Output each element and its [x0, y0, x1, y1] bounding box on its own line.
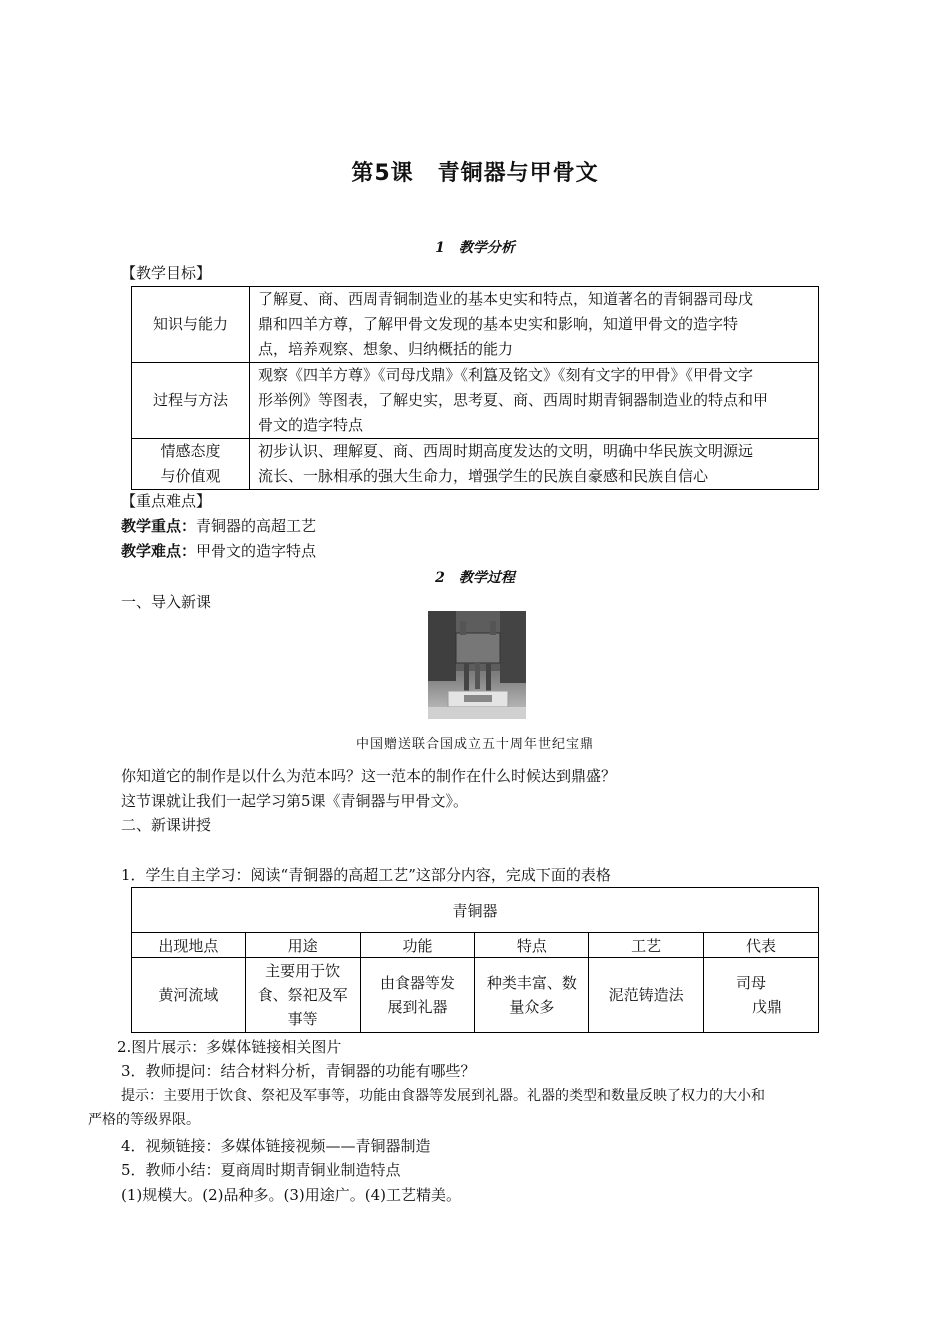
goal-key: 知识与能力 — [132, 287, 250, 363]
table-cell: 司母 戊鼎 — [704, 958, 819, 1033]
header-cell: 用途 — [245, 933, 360, 958]
step-2: 2.图片展示：多媒体链接相关图片 — [117, 1038, 342, 1056]
table-cell: 泥范铸造法 — [589, 958, 704, 1033]
ding-illustration — [428, 611, 526, 719]
table-row — [132, 958, 819, 1033]
step-3: 3．教师提问：结合材料分析，青铜器的功能有哪些？ — [121, 1062, 476, 1080]
goal-desc: 观察《四羊方尊》《司母戊鼎》《利簋及铭文》《刻有文字的甲骨》《甲骨文字 形举例》等图表，了解史实，思考夏、商、西周时期青铜器制造业的特点和甲 骨文的造字特点 — [250, 363, 819, 439]
bronze-ding-photo — [428, 611, 526, 719]
goal-desc: 了解夏、商、西周青铜制造业的基本史实和特点，知道著名的青铜器司母戊 鼎和四羊方尊，了解甲骨文发现的基本史实和影响，知道甲骨文的造字特 点，培养观察、想象、归纳概括的能力 — [250, 287, 819, 363]
part-new-lesson: 二、新课讲授 — [121, 816, 212, 834]
intro-question: 你知道它的制作是以什么为范本吗？这一范本的制作在什么时候达到鼎盛？ — [121, 767, 617, 785]
bronze-table-header — [132, 933, 819, 958]
table-cell: 种类丰富、数 量众多 — [475, 958, 589, 1033]
step-5: 5．教师小结：夏商周时期青铜业制造特点 — [121, 1161, 401, 1179]
header-cell: 代表 — [704, 933, 819, 958]
intro-statement: 这节课就让我们一起学习第5课《青铜器与甲骨文》。 — [121, 792, 469, 810]
bronze-table-caption: 青铜器 — [132, 888, 819, 933]
bronze-table — [131, 887, 819, 1033]
part-intro: 一、导入新课 — [121, 593, 212, 611]
step-4: 4．视频链接：多媒体链接视频——青铜器制造 — [121, 1137, 431, 1155]
header-cell: 特点 — [475, 933, 589, 958]
goals-table — [131, 286, 819, 490]
header-cell: 出现地点 — [132, 933, 246, 958]
header-cell: 功能 — [360, 933, 475, 958]
goal-row — [132, 439, 819, 490]
hint-line-2: 严格的等级界限。 — [88, 1112, 200, 1128]
goals-heading: 【教学目标】 — [121, 264, 212, 282]
goal-row — [132, 363, 819, 439]
photo-caption: 中国赠送联合国成立五十周年世纪宝鼎 — [355, 737, 594, 752]
table-cell: 由食器等发 展到礼器 — [360, 958, 475, 1033]
lesson-number: 第5课 — [351, 161, 414, 186]
teaching-difficulty: 教学难点：甲骨文的造字特点 — [121, 542, 317, 560]
hint-line-1: 提示：主要用于饮食、祭祀及军事等，功能由食器等发展到礼器。礼器的类型和数量反映了权力的大小和 — [121, 1088, 765, 1104]
goal-desc: 初步认识、理解夏、商、西周时期高度发达的文明，明确中华民族文明源远 流长、一脉相承的强大生命力，增强学生的民族自豪感和民族自信心 — [250, 439, 819, 490]
table-cell: 主要用于饮 食、祭祀及军 事等 — [245, 958, 360, 1033]
teaching-focus: 教学重点：青铜器的高超工艺 — [121, 517, 317, 535]
table-cell: 黄河流域 — [132, 958, 246, 1033]
goal-key: 情感态度 与价值观 — [132, 439, 250, 490]
section-heading-process: 2 教学过程 — [435, 570, 515, 586]
summary-points: (1)规模大。(2)品种多。(3)用途广。(4)工艺精美。 — [121, 1186, 461, 1204]
step-1: 1．学生自主学习：阅读“青铜器的高超工艺”这部分内容，完成下面的表格 — [121, 866, 611, 884]
lesson-name: 青铜器与甲骨文 — [437, 161, 599, 186]
keypoints-heading: 【重点难点】 — [121, 492, 212, 510]
page-title — [0, 156, 950, 187]
section-heading-analysis: 1 教学分析 — [435, 240, 515, 256]
header-cell: 工艺 — [589, 933, 704, 958]
goal-row — [132, 287, 819, 363]
goal-key: 过程与方法 — [132, 363, 250, 439]
